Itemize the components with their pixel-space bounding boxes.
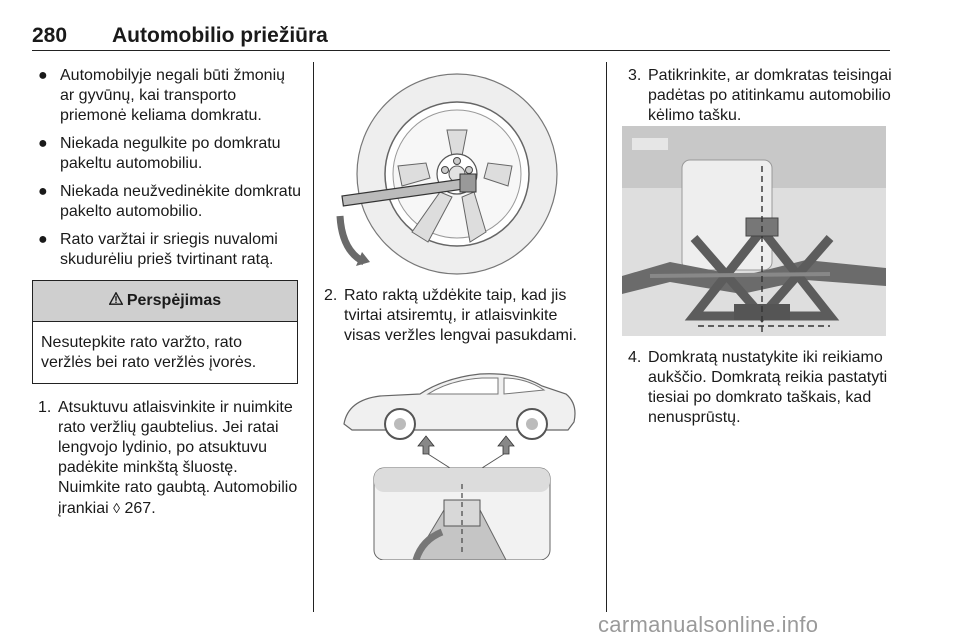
step-text: Rato raktą uždėkite taip, kad jis tvirtai atsiremtų, ir atlaisvinkite visas veržles lengvai pasukdami.	[344, 287, 577, 344]
step-number: 3.	[628, 67, 642, 84]
page-title: Automobilio priežiūra	[112, 24, 328, 47]
step-text: Atsuktuvu atlaisvinkite ir nuimkite rato veržlių gaubtelius. Jei ratai lengvojo lydinio, po atsuktuvu padėkite minkštą šluostę. Nuimkite rato gaubtą. Automobilio įrankiai	[58, 399, 298, 517]
car-jacking-points-illustration	[322, 360, 592, 560]
step-4	[622, 348, 892, 428]
step-number: 2.	[324, 287, 338, 304]
warning-triangle-icon	[109, 291, 123, 311]
step-1	[32, 398, 302, 519]
column-divider-right	[606, 62, 607, 612]
column-divider-left	[313, 62, 314, 612]
list-item: ● Rato varžtai ir sriegis nuvalomi skudurėliu prieš tvirtinant ratą.	[38, 231, 278, 268]
watermark: carmanualsonline.info	[598, 612, 819, 637]
warning-heading: Perspėjimas	[33, 281, 297, 322]
step-text: Patikrinkite, ar domkratas teisingai padėtas po atitinkamu automobilio kėlimo tašku.	[648, 67, 892, 124]
list-item: ● Niekada neužvedinėkite domkratu pakelto automobilio.	[38, 183, 302, 220]
bullet-icon: ●	[38, 135, 48, 152]
bullet-icon: ●	[38, 231, 48, 248]
column-3	[622, 66, 892, 126]
column-2	[318, 286, 588, 346]
bullet-icon: ●	[38, 67, 48, 84]
page-number: 280	[32, 24, 68, 47]
step-text: Domkratą nustatykite iki reikiamo aukščio. Domkratą reikia pastatyti tiesiai po domkrato taškais, kad nenusprūstų.	[648, 349, 888, 426]
list-item: ● Automobilyje negali būti žmonių ar gyvūnų, kai transporto priemonė keliama domkratu.	[38, 67, 286, 124]
column-1	[32, 66, 302, 519]
page-header	[32, 22, 890, 51]
bullet-icon: ●	[38, 183, 48, 200]
step-number: 1.	[38, 399, 52, 416]
step-2	[318, 286, 588, 346]
cross-reference-icon: ◊	[113, 500, 121, 516]
cross-reference-page[interactable]: 267.	[120, 500, 156, 517]
warning-text: Nesutepkite rato varžto, rato veržlės bei rato veržlės įvorės.	[41, 334, 257, 371]
step-3	[622, 66, 892, 126]
wheel-wrench-illustration	[322, 66, 592, 276]
column-3-lower	[622, 348, 892, 428]
step-number: 4.	[628, 349, 642, 366]
jack-positioning-illustration	[622, 126, 886, 336]
list-item: ● Niekada negulkite po domkratu pakeltu automobiliu.	[38, 135, 281, 172]
safety-bullet-list	[32, 66, 302, 270]
warning-box	[32, 280, 298, 384]
